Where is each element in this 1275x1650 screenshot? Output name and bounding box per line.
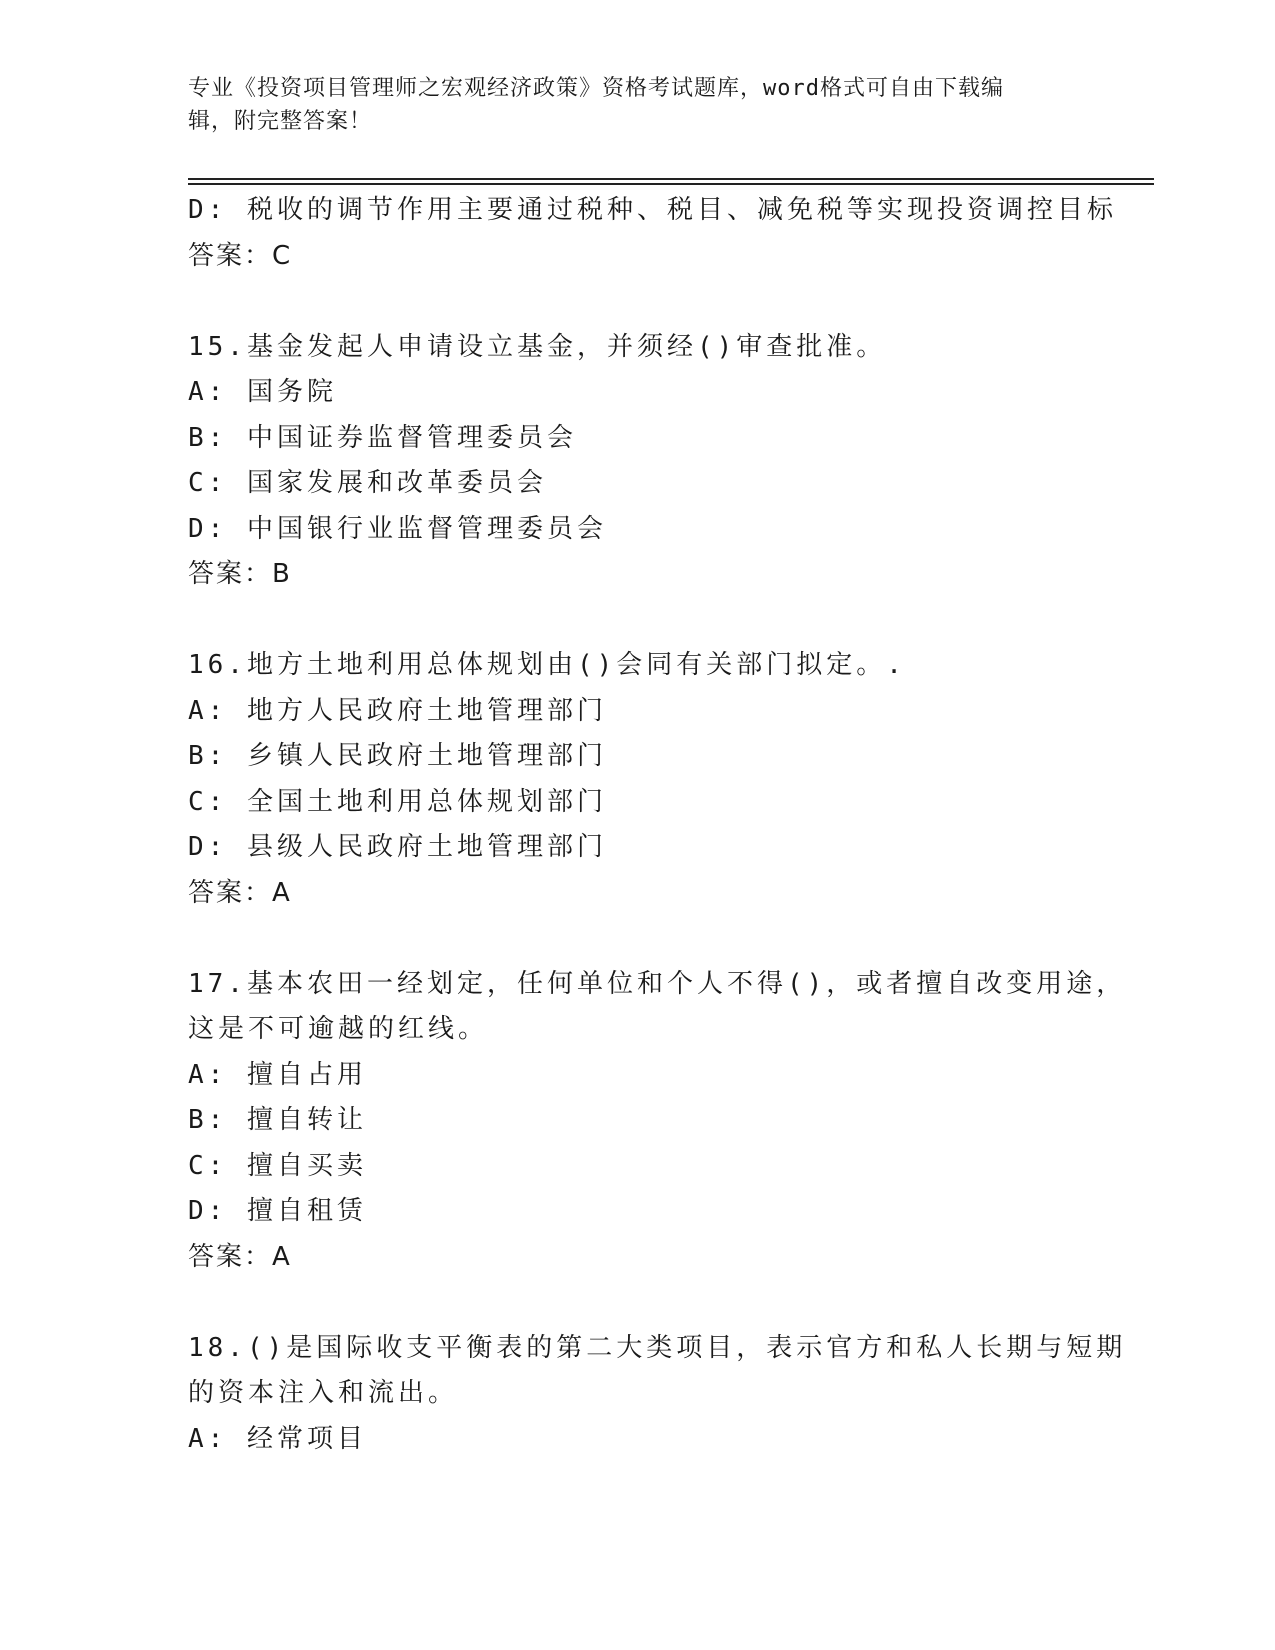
question-stem-line-2: 的资本注入和流出。 bbox=[188, 1378, 459, 1408]
option-d: D: 擅自租赁 bbox=[188, 1196, 367, 1226]
option-a: A: 地方人民政府土地管理部门 bbox=[188, 695, 607, 726]
question-18 bbox=[188, 1326, 1127, 1463]
option-a: A: 国务院 bbox=[188, 377, 337, 407]
header-rule-top bbox=[188, 178, 1154, 180]
question-list bbox=[188, 188, 1127, 1462]
option-d: D: 县级人民政府土地管理部门 bbox=[188, 832, 607, 862]
question-stem-line-1: 17.基本农田一经划定，任何单位和个人不得()，或者擅自改变用途， bbox=[188, 968, 1127, 999]
answer: 答案：B bbox=[188, 559, 292, 589]
header-line-1: 专业《投资项目管理师之宏观经济政策》资格考试题库，word格式可自由下载编 bbox=[188, 76, 1004, 101]
option-d: D: 税收的调节作用主要通过税种、税目、减免税等实现投资调控目标 bbox=[188, 195, 1117, 225]
option-c: C: 擅自买卖 bbox=[188, 1150, 367, 1181]
answer: 答案：C bbox=[188, 240, 293, 271]
answer: 答案：A bbox=[188, 1241, 292, 1272]
option-b: B: 乡镇人民政府土地管理部门 bbox=[188, 741, 607, 771]
header-line-2: 辑，附完整答案！ bbox=[188, 109, 373, 134]
option-c: C: 全国土地利用总体规划部门 bbox=[188, 786, 607, 817]
header-rule-bottom bbox=[188, 183, 1154, 185]
option-b: B: 擅自转让 bbox=[188, 1105, 367, 1135]
option-a: A: 擅自占用 bbox=[188, 1059, 367, 1090]
question-stem: 15.基金发起人申请设立基金，并须经()审查批准。 bbox=[188, 331, 887, 362]
question-17 bbox=[188, 962, 1127, 1281]
question-16 bbox=[188, 643, 1088, 916]
option-c: C: 国家发展和改革委员会 bbox=[188, 468, 547, 498]
question-15 bbox=[188, 325, 1088, 598]
option-a: A: 经常项目 bbox=[188, 1423, 367, 1454]
document-header bbox=[188, 72, 1068, 138]
option-d: D: 中国银行业监督管理委员会 bbox=[188, 513, 607, 544]
option-b: B: 中国证券监督管理委员会 bbox=[188, 422, 577, 453]
answer: 答案：A bbox=[188, 877, 292, 908]
question-14-continuation bbox=[188, 188, 1117, 279]
question-stem-line-2: 这是不可逾越的红线。 bbox=[188, 1014, 489, 1044]
question-stem: 16.地方土地利用总体规划由()会同有关部门拟定。. bbox=[188, 650, 906, 680]
question-stem-line-1: 18.()是国际收支平衡表的第二大类项目，表示官方和私人长期与短期 bbox=[188, 1332, 1127, 1363]
